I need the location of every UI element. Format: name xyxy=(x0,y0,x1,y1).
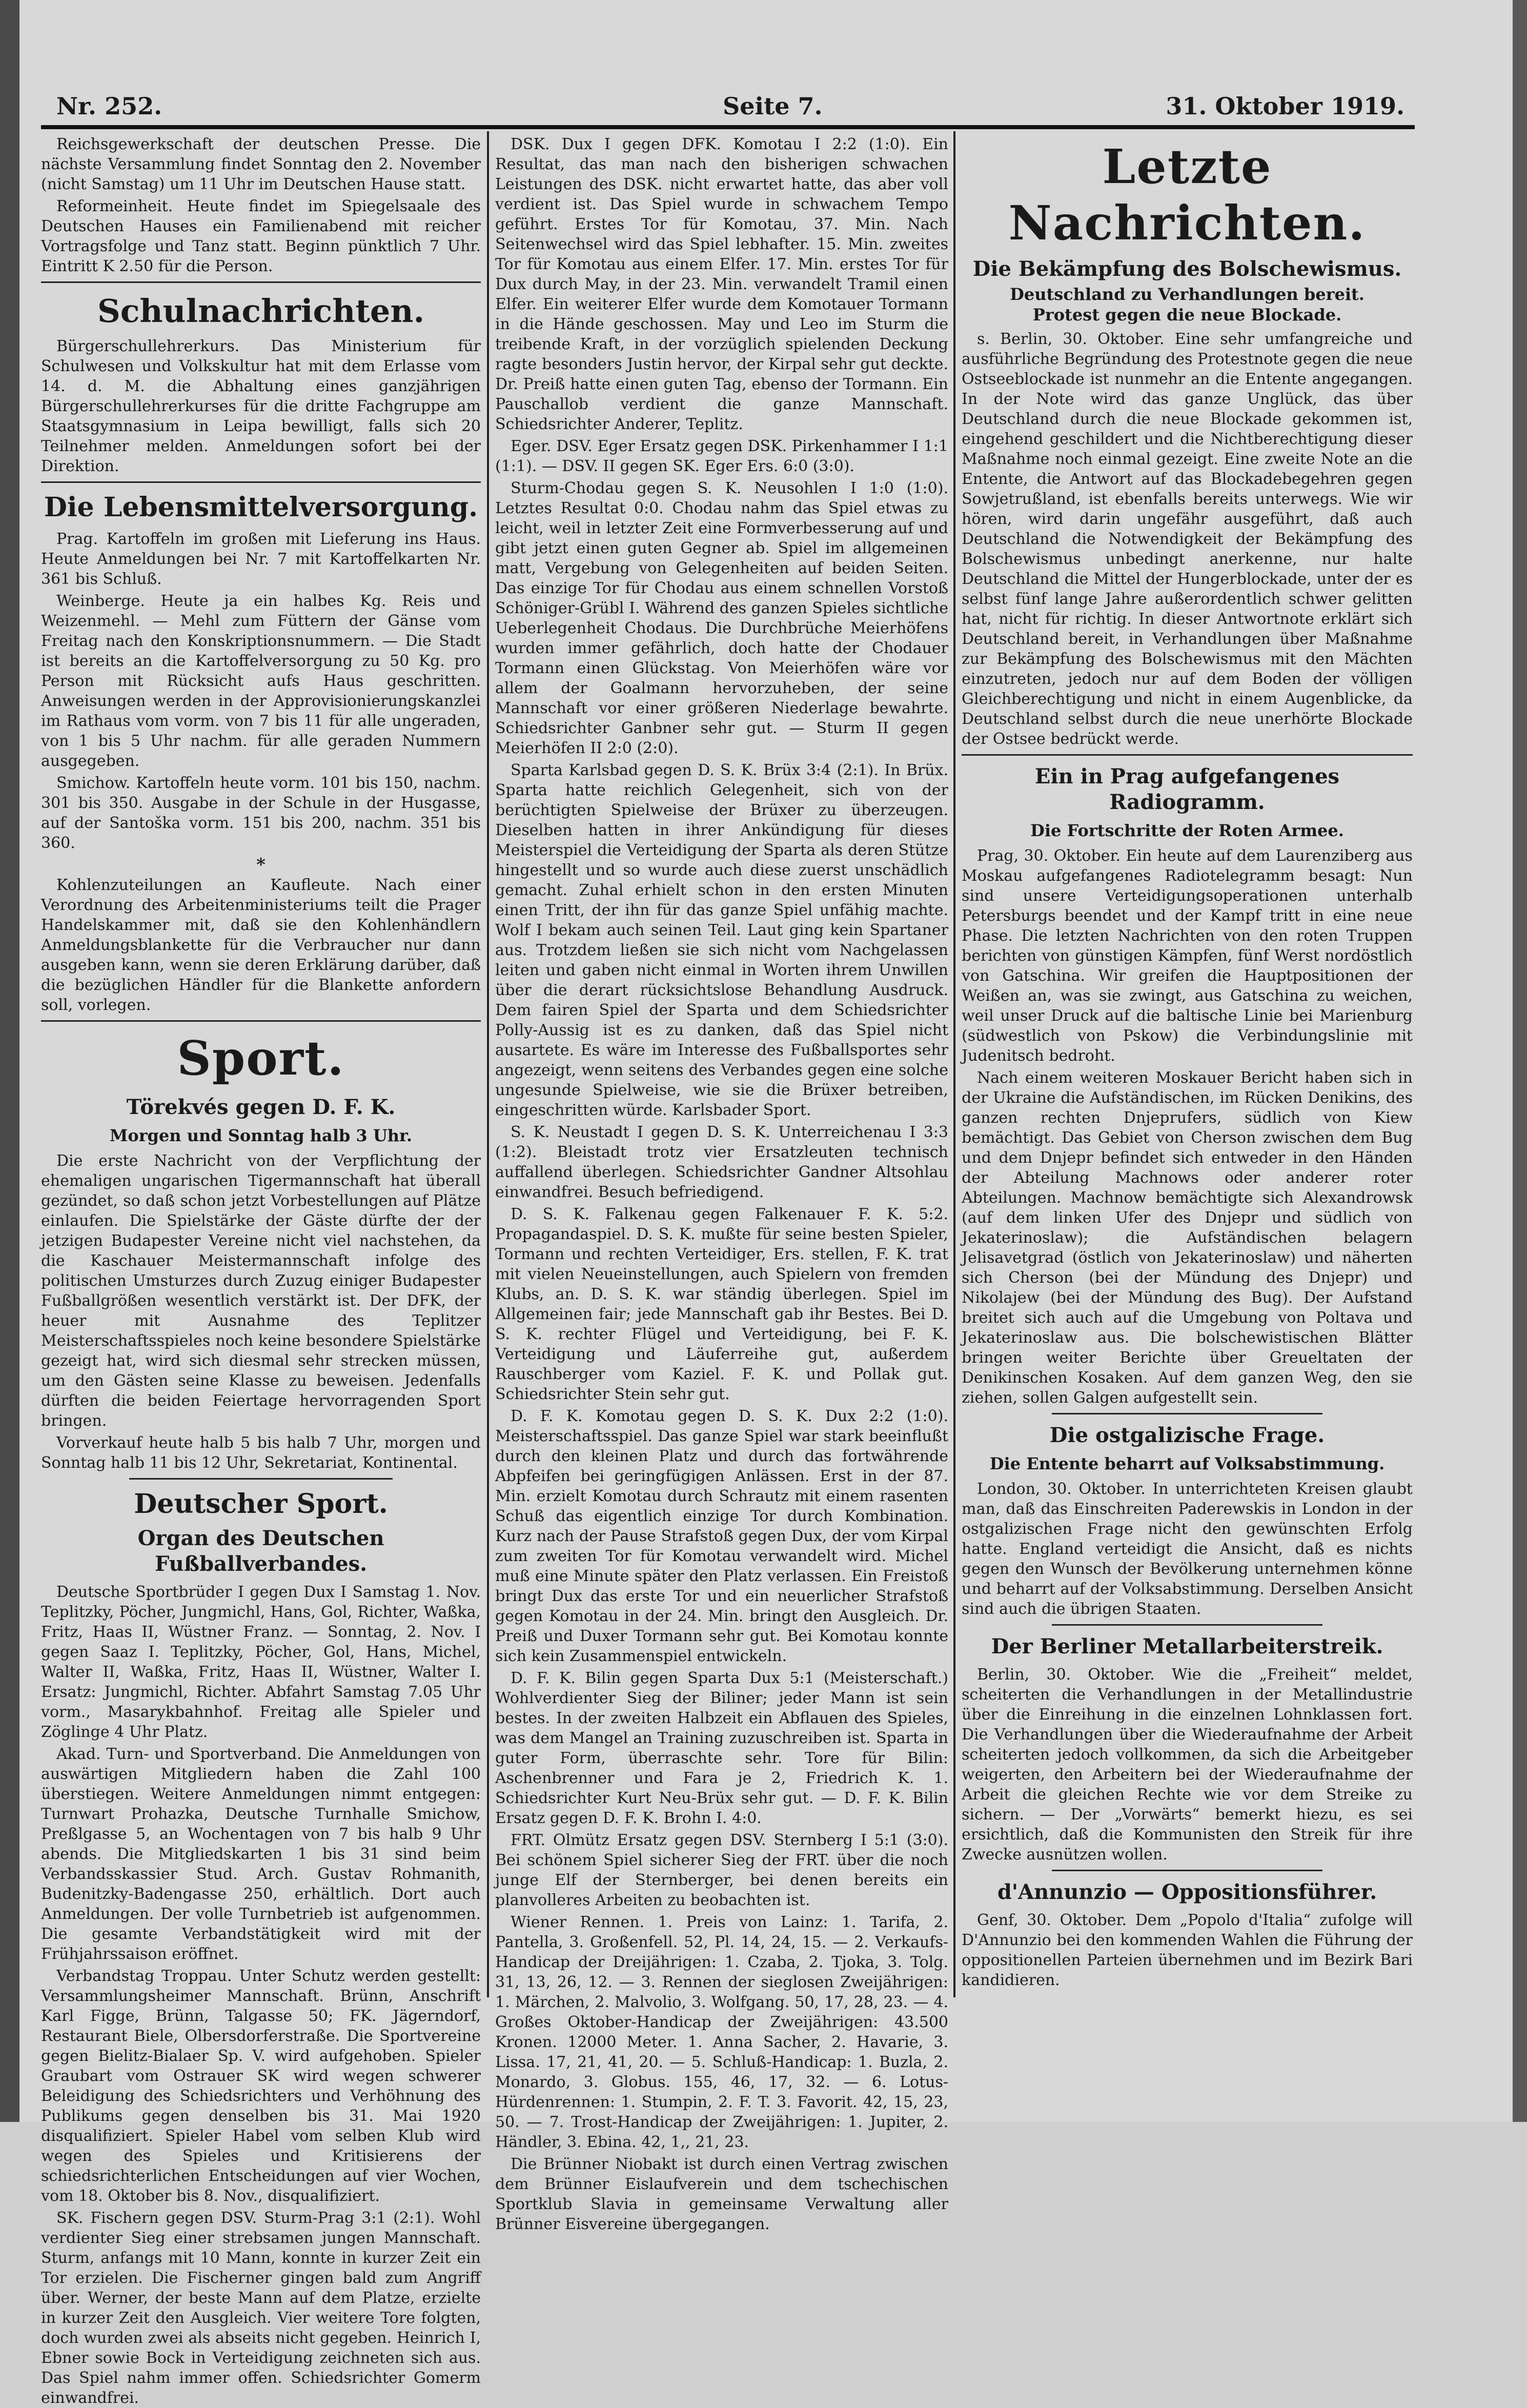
column-3 xyxy=(962,134,1413,2000)
article-text: D. F. K. Bilin gegen Sparta Dux 5:1 (Meisterschaft.) Wohlverdienter Sieg der Biliner; jeder Mann ist sein bestes. In der zweiten Halbzeit ein Abflauen des Spieles, was dem Mangel an Training zuzuschreiben ist. Sparta in guter Form, überraschte sehr. Tore für Bilin: Aschenbrenner und Fara je 2, Friedrich K. 1. Schiedsrichter Kurt Neu-Brüx sehr gut. — D. F. K. Bilin Ersatz gegen D. F. K. Brohn I. 4:0. xyxy=(495,1669,948,1827)
issue-date: 31. Oktober 1919. xyxy=(1166,92,1404,120)
article-subheadline: Die Fortschritte der Roten Armee. xyxy=(1030,821,1344,840)
column-rule-2 xyxy=(953,131,955,1997)
article-text: Reichsgewerkschaft der deutschen Presse. Die nächste Versammlung findet Sonntag den 2. November (nicht Samstag) um 11 Uhr im Deutschen Hause statt. xyxy=(41,135,481,193)
divider xyxy=(962,754,1413,756)
section-title-schulnachrichten: Schulnachrichten. xyxy=(97,292,425,330)
header-rule xyxy=(41,125,1415,129)
article-text: Akad. Turn- und Sportverband. Die Anmeldungen von auswärtigen Mitgliedern haben die Zahl 100 überstiegen. Weitere Anmeldungen nimmt entgegen: Turnwart Prohazka, Deutsche Turnhalle Smichow, Preßlgasse 5, an Wochentagen von 7 bis halb 9 Uhr abends. Die Mitgliedskarten 1 bis 31 sind beim Verbandsskassier Stud. Arch. Gustav Rohmanith, Budenitzky-Badengasse 250, erhältlich. Dort auch Anmeldungen. Der volle Turnbetrieb ist aufgenommen. Die gesamte Verbandstätigkeit wird mit der Frühjahrssaison eröffnet. xyxy=(41,1745,481,1963)
article-subheadline: Die Entente beharrt auf Volksabstimmung. xyxy=(989,1454,1385,1473)
article-headline: d'Annunzio — Oppositionsführer. xyxy=(997,1880,1377,1904)
page-number: Seite 7. xyxy=(723,92,823,120)
section-title-sport: Sport. xyxy=(177,1030,345,1086)
divider xyxy=(1052,1413,1322,1414)
article-text: Die erste Nachricht von der Verpflichtung der ehemaligen ungarischen Tigermannschaft hat überall gezündet, so daß schon jetzt Vorbestellungen auf Plätze einlaufen. Die Spielstärke der Gäste dürfte der der jetzigen Budapester Vereine nicht viel nachstehen, da die Kaschauer Meistermannschaft infolge des politischen Umsturzes durch Zuzug einiger Budapester Fußballgrößen wesentlich verstärkt ist. Der DFK, der heuer mit Ausnahme des Teplitzer Meisterschaftsspieles noch keine besondere Spielstärke gezeigt hat, wird sich diesmal sehr strecken müssen, um den Gästen seine Klasse zu beweisen. Jedenfalls dürften die beiden Feiertage hervorragenden Sport bringen. xyxy=(41,1152,481,1430)
article-text: Smichow. Kartoffeln heute vorm. 101 bis 150, nachm. 301 bis 350. Ausgabe in der Schule in der Husgasse, auf der Santoška vorm. 151 bis 200, nachm. 351 bis 360. xyxy=(41,774,481,852)
article-headline: Törekvés gegen D. F. K. xyxy=(126,1095,396,1119)
article-text: D. F. K. Komotau gegen D. S. K. Dux 2:2 (1:0). Meisterschaftsspiel. Das ganze Spiel war stark beeinflußt durch den kleinen Platz und durch das fortwährende Abpfeifen bei geringfügigen Anlässen. Erst in der 87. Min. erzielt Komotau durch Schrautz mit einem rasenten Schuß das eigentlich einzige Tor durch Kombination. Kurz nach der Pause Strafstoß gegen Dux, der vom Kirpal zum zweiten Tor für Komotau verwandelt wird. Michel muß eine Minute später den Platz verlassen. Ein Freistoß bringt Dux das erste Tor und ein neuerlicher Strafstoß gegen Komotau in der 24. Min. bringt den Ausgleich. Dr. Preiß und Duxer Tormann sehr gut. Bei Komotau konnte sich kein Zusammenspiel entwickeln. xyxy=(495,1407,948,1665)
divider xyxy=(1052,1624,1322,1626)
divider xyxy=(41,481,481,483)
article-text: Die Brünner Niobakt ist durch einen Vertrag zwischen dem Brünner Eislaufverein und dem tschechischen Sportklub Slavia in gemeinsame Verwaltung aller Brünner Eisvereine übergegangen. xyxy=(495,2155,948,2233)
asterisk-separator: * xyxy=(256,855,266,875)
column-1 xyxy=(41,134,481,2407)
article-text: Wiener Rennen. 1. Preis von Lainz: 1. Tarifa, 2. Pantella, 3. Großenfell. 52, Pl. 14, 24, 15. — 2. Verkaufs-Handicap der Dreijährigen: 1. Czaba, 2. Tjoka, 3. Tolg. 31, 13, 26, 12. — 3. Rennen der sieglosen Zweijährigen: 1. Märchen, 2. Malvolio, 3. Wolfgang. 50, 17, 28, 23. — 4. Großes Oktober-Handicap der Zweijährigen: 43.500 Kronen. 12000 Meter. 1. Anna Sacher, 2. Havarie, 3. Lissa. 17, 21, 41, 20. — 5. Schluß-Handicap: 1. Buzla, 2. Monardo, 3. Globus. 155, 46, 17, 32. — 6. Lotus-Hürdenrennen: 1. Stumpin, 2. F. T. 3. Favorit. 42, 15, 23, 50. — 7. Trost-Handicap der Zweijährigen: 1. Jupiter, 2. Händler, 3. Ebina. 42, 1,, 21, 23. xyxy=(495,1913,948,2151)
article-text: Genf, 30. Oktober. Dem „Popolo d'Italia“ zufolge will D'Annunzio bei den kommenden Wahlen die Führung der oppositionellen Parteien übernehmen und im Bezirk Bari kandidieren. xyxy=(962,1911,1413,1989)
article-text: Nach einem weiteren Moskauer Bericht haben sich in der Ukraine die Aufständischen, im Rücken Denikins, des ganzen rechten Dnjeprufers, südlich von Kiew bemächtigt. Das Gebiet von Cherson zwischen dem Bug und dem Dnjepr befindet sich entweder in den Händen der Abteilung Machnows oder anderer roter Abteilungen. Machnow bemächtigte sich Alexandrowsk (auf dem linken Ufer des Dnjepr und südlich von Jekaterinoslaw); die Aufständischen belagern Jelisavetgrad (östlich von Jekaterinoslaw) und näherten sich Cherson (bei der Mündung des Dnjepr) und Nikolajew (bei der Mündung des Bug). Der Aufstand breitet sich auch auf die Umgebung von Poltava und Jekaterinoslaw aus. Die bolschewistischen Blätter bringen weiter Berichte über Greueltaten der Denikinschen Kosaken. Auf dem ganzen Weg, den sie ziehen, sollen Galgen aufgestellt sein. xyxy=(962,1069,1413,1407)
article-text: Berlin, 30. Oktober. Wie die „Freiheit“ meldet, scheiterten die Verhandlungen in der Metallindustrie über die Einreihung in die einzelnen Lohnklassen fort. Die Verhandlungen über die Wiederaufnahme der Arbeit scheiterten jedoch vollkommen, da sich die Arbeitgeber weigerten, den Arbeitern bei der Wiederaufnahme der Arbeit die gleichen Rechte wie vor dem Streike zu sichern. — Der „Vorwärts“ bemerkt hiezu, es sei ersichtlich, daß die Kommunisten den Streik für ihre Zwecke ausnützen wollen. xyxy=(962,1666,1413,1864)
divider xyxy=(1052,1870,1322,1871)
article-headline: Ein in Prag aufgefangenes Radiogramm. xyxy=(1034,764,1340,814)
article-text: DSK. Dux I gegen DFK. Komotau I 2:2 (1:0). Ein Resultat, das man nach den bisherigen schwachen Leistungen des DSK. nicht erwartet hatte, das aber voll verdient ist. Das Spiel wurde in schwachem Tempo geführt. Erstes Tor für Komotau, 37. Min. Nach Seitenwechsel wird das Spiel lebhafter. 15. Min. zweites Tor für Komotau aus einem Elfer. 17. Min. erstes Tor für Dux durch May, in der 23. Min. verwandelt Tramil einen Elfer. Ein weiterer Elfer wurde dem Komotauer Tormann in die Hände geschossen. May und Leo im Sturm die treibende Kraft, in der vorzüglich spielenden Deckung ragte besonders Justin hervor, der Kirpal sehr gut deckte. Dr. Preiß hatte einen guten Tag, ebenso der Tormann. Ein Pauschallob verdient die ganze Mannschaft. Schiedsrichter Anderer, Teplitz. xyxy=(495,135,948,433)
section-title-lebensmittel: Die Lebensmittelversorgung. xyxy=(44,492,478,523)
article-text: Reformeinheit. Heute findet im Spiegelsaale des Deutschen Hauses ein Familienabend mit reicher Vortragsfolge und Tanz statt. Beginn pünktlich 7 Uhr. Eintritt K 2.50 für die Person. xyxy=(41,197,481,275)
article-text: FRT. Olmütz Ersatz gegen DSV. Sternberg I 5:1 (3:0). Bei schönem Spiel sicherer Sieg der FRT. über die noch junge Elf der Sternberger, bei denen bereits ein planvolleres Arbeiten zu beobachten ist. xyxy=(495,1831,948,1909)
section-title-deutscher-sport: Deutscher Sport. xyxy=(134,1488,388,1520)
column-rule-1 xyxy=(487,131,489,1997)
article-text: Prag. Kartoffeln im großen mit Lieferung ins Haus. Heute Anmeldungen bei Nr. 7 mit Kartoffelkarten Nr. 361 bis Schluß. xyxy=(41,530,481,588)
divider xyxy=(41,1020,481,1022)
article-subheadline: Protest gegen die neue Blockade. xyxy=(1032,305,1342,325)
column-2 xyxy=(495,134,948,2233)
article-text: Deutsche Sportbrüder I gegen Dux I Samstag 1. Nov. Teplitzky, Pöcher, Jungmichl, Hans, Gol, Richter, Waßka, Fritz, Haas II, Wüstner Franz. — Sonntag, 2. Nov. I gegen Saaz I. Teplitzky, Pöcher, Gol, Hans, Michel, Walter II, Waßka, Fritz, Haas II, Wüstner, Walter I. Ersatz: Jungmichl, Richter. Abfahrt Samstag 7.05 Uhr vorm., Masarykbahnhof. Freitag alle Spieler und Zöglinge 4 Uhr Platz. xyxy=(41,1583,481,1741)
divider xyxy=(129,1478,393,1480)
article-headline: Der Berliner Metallarbeiterstreik. xyxy=(991,1634,1383,1658)
article-text: London, 30. Oktober. In unterrichteten Kreisen glaubt man, daß das Einschreiten Paderewskis in London in der ostgalizischen Frage nicht den gewünschten Erfolg hatte. England verteidigt die Ansicht, daß es nichts gegen den Wunsch der Bevölkerung unternehmen könne und beharrt auf der Volksabstimmung. Derselben Ansicht sind auch die übrigen Staaten. xyxy=(962,1480,1413,1618)
article-text: Sturm-Chodau gegen S. K. Neusohlen I 1:0 (1:0). Letztes Resultat 0:0. Chodau nahm das Spiel etwas zu leicht, weil in letzter Zeit eine Formverbesserung auf und gibt jetzt einen guten Gegner ab. Spiel im allgemeinen matt, Vergebung von Gelegenheiten auf beiden Seiten. Das einzige Tor für Chodau aus einem schnellen Vorstoß Schöniger-Grübl I. Während des ganzen Spieles sichtliche Ueberlegenheit Chodaus. Die Durchbrüche Meierhöfens wurden immer gefährlich, doch hatte der Chodauer Tormann einen Glückstag. Von Meierhöfen wäre vor allem der Goalmann hervorzuheben, der seine Mannschaft vor einer größeren Niederlage bewahrte. Schiedsrichter Ganbner sehr gut. — Sturm II gegen Meierhöfen II 2:0 (2:0). xyxy=(495,479,948,757)
article-text: Kohlenzuteilungen an Kaufleute. Nach einer Verordnung des Arbeitenministeriums teilt die Prager Handelskammer mit, daß sie den Kohlenhändlern Anmeldungsblankette für die Verbraucher nur dann ausgeben kann, wenn sie deren Erklärung darüber, daß die bezüglichen Händler für die Blankette anfordern soll, vorlegen. xyxy=(41,876,481,1014)
scan-edge-left xyxy=(0,0,19,2122)
article-subheadline: Deutschland zu Verhandlungen bereit. xyxy=(1010,285,1365,304)
article-headline: Die Bekämpfung des Bolschewismus. xyxy=(972,257,1402,281)
section-title-letzte-nachrichten: Letzte Nachrichten. xyxy=(1008,139,1366,251)
divider xyxy=(41,281,481,283)
article-text: D. S. K. Falkenau gegen Falkenauer F. K. 5:2. Propagandaspiel. D. S. K. mußte für seine besten Spieler, Tormann und rechten Verteidiger, Ers. stellen, F. K. trat mit vielen Neueinstellungen, auch Spielern von fremden Klubs, an. D. S. K. war ständig überlegen. Spiel im Allgemeinen fair; jede Mannschaft gab ihr Bestes. Bei D. S. K. rechter Flügel und Verteidigung, bei F. K. Verteidigung und Läuferreihe gut, außerdem Rauschberger vom Kaziel. F. K. und Pollak gut. Schiedsrichter Stein sehr gut. xyxy=(495,1205,948,1403)
article-text: Prag, 30. Oktober. Ein heute auf dem Laurenziberg aus Moskau aufgefangenes Radiotelegramm besagt: Nun sind unsere Verteidigungsoperationen unterhalb Petersburgs beendet und der Kampf tritt in eine neue Phase. Die letzten Nachrichten von den roten Truppen berichten von günstigen Kämpfen, fünf Werst nordöstlich von Gatschina. Wir greifen die Hauptpositionen der Weißen an, was sie zwingt, aus Gatschina zu weichen, weil unser Druck auf die baltische Linie bei Marienburg (südwestlich von Pskow) die Verbindungslinie mit Judenitsch bedroht. xyxy=(962,847,1413,1065)
issue-number: Nr. 252. xyxy=(56,92,162,120)
page-header xyxy=(41,92,1415,123)
article-text: Eger. DSV. Eger Ersatz gegen DSK. Pirkenhammer I 1:1 (1:1). — DSV. II gegen SK. Eger Ers. 6:0 (3:0). xyxy=(495,437,948,475)
article-text: Bürgerschullehrerkurs. Das Ministerium für Schulwesen und Volkskultur hat mit dem Erlasse vom 14. d. M. die Abhaltung eines ganzjährigen Bürgerschullehrerkurses für die dritte Fachgruppe am Staatsgymnasium in Leipa bewilligt, falls sich 20 Teilnehmer melden. Anmeldungen sofort bei der Direktion. xyxy=(41,337,481,475)
article-text: Weinberge. Heute ja ein halbes Kg. Reis und Weizenmehl. — Mehl zum Füttern der Gänse vom Freitag nach den Konskriptionsnummern. — Die Stadt ist bereits an die Kartoffelversorgung zu 50 Kg. pro Person mit Rücksicht aufs Haus geschritten. Anweisungen werden in der Approvisionierungskanzlei im Rathaus vom vorm. von 7 bis 11 für alle ungeraden, von 1 bis 5 Uhr nachm. für alle geraden Nummern ausgegeben. xyxy=(41,592,481,770)
article-text: S. K. Neustadt I gegen D. S. K. Unterreichenau I 3:3 (1:2). Bleistadt trotz vier Ersatzleuten technisch auffallend überlegen. Schiedsrichter Gandner Altsohlau einwandfrei. Besuch befriedigend. xyxy=(495,1123,948,1201)
article-text: SK. Fischern gegen DSV. Sturm-Prag 3:1 (2:1). Wohl verdienter Sieg einer strebsamen jungen Mannschaft. Sturm, anfangs mit 10 Mann, konnte in kurzer Zeit ein Tor erzielen. Die Fischerner gingen bald zum Angriff über. Werner, der beste Mann auf dem Platze, erzielte in kurzer Zeit den Ausgleich. Vier weitere Tore folgten, doch wurden zwei als abseits nicht gegeben. Heinrich I, Ebner sowie Bock in Verteidigung zeichneten sich aus. Das Spiel nahm immer offen. Schiedsrichter Gomerm einwandfrei. xyxy=(41,2209,481,2407)
scan-edge-right xyxy=(1513,0,1527,2122)
article-text: Verbandstag Troppau. Unter Schutz werden gestellt: Versammlungsheimer Mannschaft. Brünn, Anschrift Karl Figge, Brünn, Talgasse 50; FK. Jägerndorf, Restaurant Biele, Olbersdorferstraße. Die Sportvereine gegen Bielitz-Bialaer Sp. V. wird aufgehoben. Spieler Graubart vom Ostrauer SK wird wegen schwerer Beleidigung des Schiedsrichters und Verhöhnung des Publikums gegen denselben bis 31. Mai 1920 disqualifiziert. Spieler Habel vom selben Klub wird wegen des Spieles und Kritisierens der schiedsrichterlichen Entscheidungen auf vier Wochen, vom 18. Oktober bis 8. Nov., disqualifiziert. xyxy=(41,1967,481,2205)
article-text: Sparta Karlsbad gegen D. S. K. Brüx 3:4 (2:1). In Brüx. Sparta hatte reichlich Gelegenheit, sich von der berüchtigten Spielweise der Brüxer zu überzeugen. Dieselben hatten in ihrer Ankündigung für dieses Meisterspiel die Verteidigung der Sparta als deren Stütze hingestellt und so wurde auch diese zuerst unschädlich gemacht. Zuhal erhielt schon in den ersten Minuten einen Tritt, der ihn für das ganze Spiel unfähig machte. Wolf I bekam auch seinen Teil. Laut ging kein Spartaner aus. Trotzdem ließen sie sich nicht vom Nachgelassen leiten und gaben nicht einmal in Worten ihrem Unwillen über die derart rücksichtslose Behandlung Ausdruck. Dem fairen Spiel der Sparta und dem Schiedsrichter Polly-Aussig ist es zu danken, daß das Spiel nicht ausartete. Es wäre im Interesse des Fußballsportes sehr angezeigt, wenn seitens des Verbandes gegen eine solche ungesunde Spielweise, wie sie die Brüxer betreiben, eingeschritten würde. Karlsbader Sport. xyxy=(495,761,948,1119)
article-text: Vorverkauf heute halb 5 bis halb 7 Uhr, morgen und Sonntag halb 11 bis 12 Uhr, Sekretariat, Kontinental. xyxy=(41,1434,481,1472)
article-subheadline: Morgen und Sonntag halb 3 Uhr. xyxy=(109,1126,413,1145)
section-subtitle: Organ des Deutschen Fußballverbandes. xyxy=(137,1526,384,1576)
article-headline: Die ostgalizische Frage. xyxy=(1049,1423,1325,1447)
article-text: s. Berlin, 30. Oktober. Eine sehr umfangreiche und ausführliche Begründung des Protestnote gegen die neue Ostseeblockade ist nunmehr an die Entente angegangen. In der Note wird das ganze Unglück, das über Deutschland durch die neue Blockade gekommen ist, eingehend geschildert und die Nichtberechtigung dieser Maßnahme noch einmal gezeigt. Eine zweite Note an die Entente, die Antwort auf das Blockadebegehren gegen Sowjetrußland, ist ebenfalls bereits unterwegs. Wie wir hören, wird darin ungefähr ausgeführt, daß auch Deutschland die Notwendigkeit der Bekämpfung des Bolschewismus unbedingt anerkenne, nur halte Deutschland die Mittel der Hungerblockade, unter der es selbst fünf lange Jahre außerordentlich schwer gelitten hat, nicht für richtig. In dieser Antwortnote erklärt sich Deutschland bereit, in Verhandlungen über Maßnahme zur Bekämpfung des Bolschewismus mit den Mächten einzutreten, jedoch nur auf dem Boden der völligen Gleichberechtigung und nicht in einem Augenblicke, da Deutschland selbst durch die neue unerhörte Blockade der Ostsee bedrückt werde. xyxy=(962,330,1413,748)
